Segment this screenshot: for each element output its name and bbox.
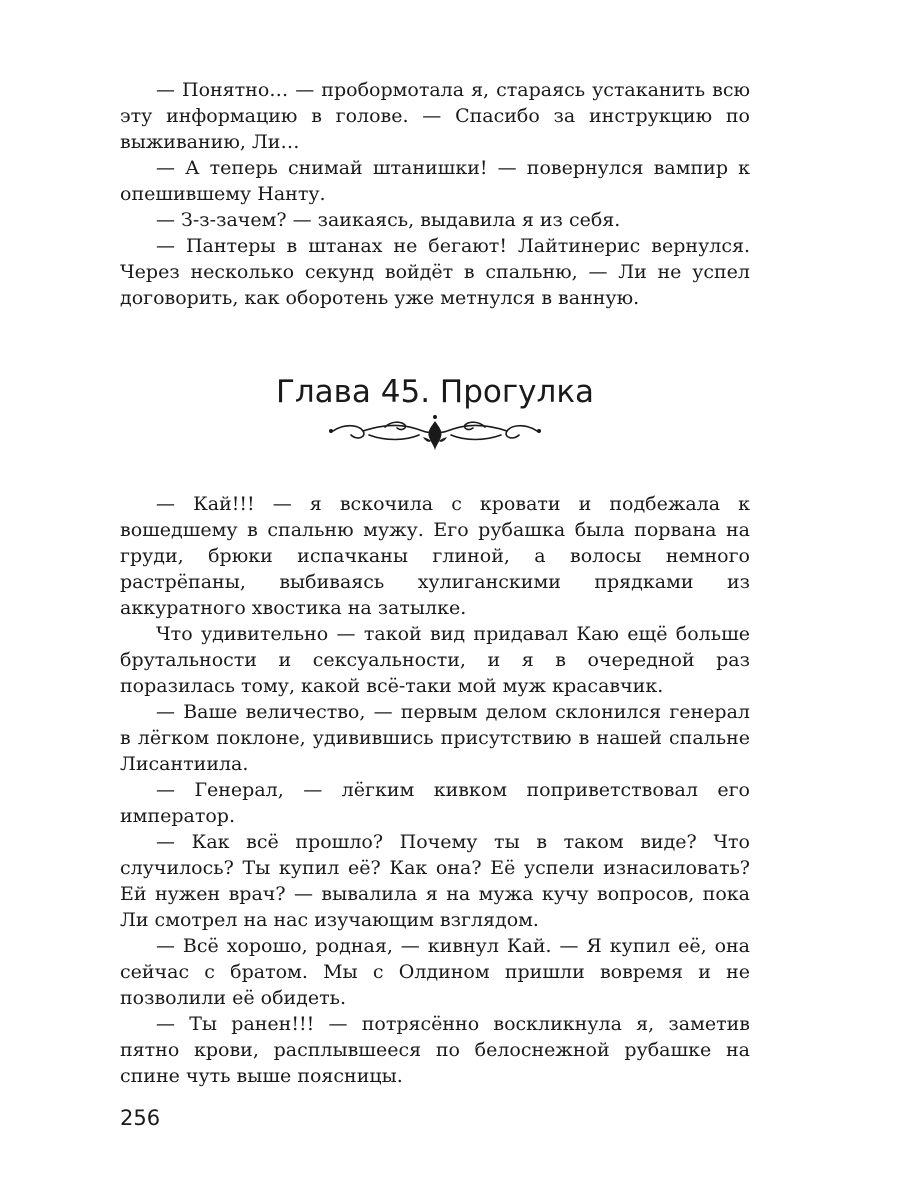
page-number: 256 — [120, 1106, 161, 1130]
paragraph: Что удивительно — такой вид придавал Каю ещё больше брутальности и сексуальности, и я в очередной раз поразилась тому, какой всё-таки мой муж красавчик. — [120, 623, 750, 697]
previous-chapter-text — [120, 77, 750, 311]
book-page — [120, 0, 750, 1200]
paragraph: — Ты ранен!!! — потрясённо воскликнула я, заметив пятно крови, расплывшееся по белоснежной рубашке на спине чуть выше поясницы. — [120, 1013, 750, 1087]
paragraph: — Всё хорошо, родная, — кивнул Кай. — Я купил её, она сейчас с братом. Мы с Олдином пришли вовремя и не позволили её обидеть. — [120, 935, 750, 1009]
chapter-title: Глава 45. Прогулка — [275, 374, 595, 410]
paragraph: — Генерал, — лёгким кивком поприветствовал его император. — [120, 779, 750, 827]
paragraph: — Кай!!! — я вскочила с кровати и подбежала к вошедшему в спальню мужу. Его рубашка была порвана на груди, брюки испачканы глиной, а волосы немного растрёпаны, выбиваясь хулиганскими прядками из аккуратного хвостика на затылке. — [120, 493, 750, 619]
flourish-ornament-icon — [325, 413, 545, 453]
paragraph: — Как всё прошло? Почему ты в таком виде? Что случилось? Ты купил её? Как она? Её успели изнасиловать? Ей нужен врач? — вывалила я на мужа кучу вопросов, пока Ли смотрел на нас изучающим взглядом. — [120, 831, 750, 931]
chapter-text — [120, 491, 750, 1089]
paragraph: — З-з-зачем? — заикаясь, выдавила я из себя. — [156, 209, 621, 231]
paragraph: — А теперь снимай штанишки! — повернулся вампир к опешившему Нанту. — [120, 157, 750, 205]
paragraph: — Пантеры в штанах не бегают! Лайтинерис вернулся. Через несколько секунд войдёт в спальню, — Ли не успел договорить, как оборотень уже метнулся в ванную. — [120, 235, 750, 309]
paragraph: — Ваше величество, — первым делом склонился генерал в лёгком поклоне, удивившись присутствию в нашей спальне Лисантиила. — [120, 701, 750, 775]
paragraph: — Понятно… — пробормотала я, стараясь устаканить всю эту информацию в голове. — Спасибо за инструкцию по выживанию, Ли… — [120, 79, 750, 153]
